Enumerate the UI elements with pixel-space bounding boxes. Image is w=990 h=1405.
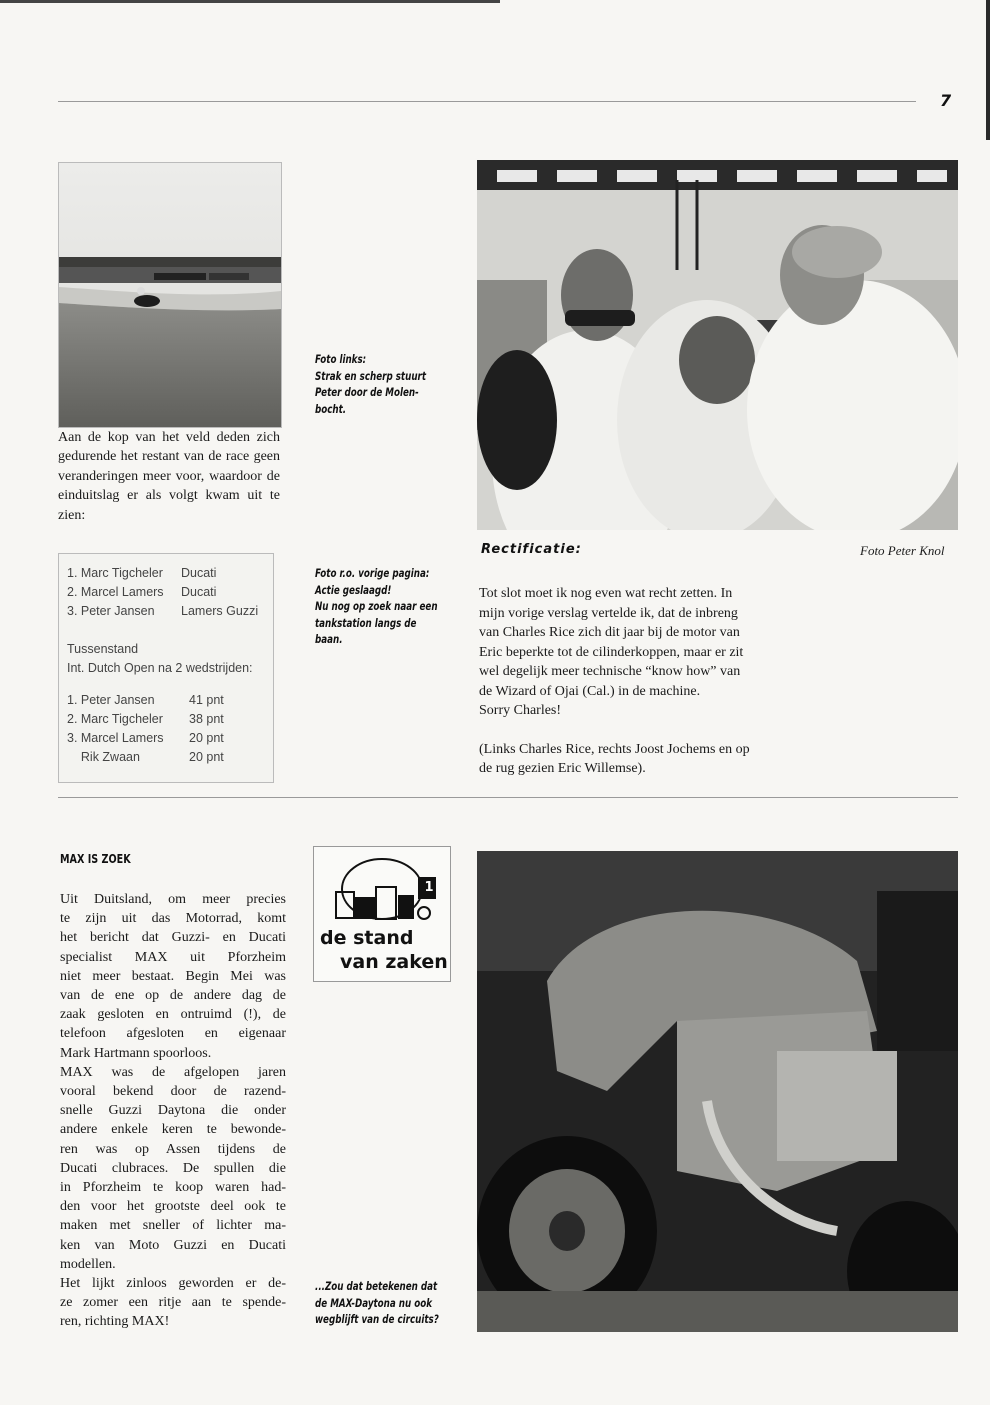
text-line: mijn vorige verslag vertelde ik, dat de inbreng bbox=[479, 605, 738, 621]
caption-line: Nu nog op zoek naar een bbox=[315, 600, 438, 613]
result-bike: Ducati bbox=[181, 566, 217, 580]
text-line: Eric beperkte tot de cilinderkoppen, maar er zit bbox=[479, 644, 744, 660]
results-intro: Aan de kop van het veld deden zich gedurende het restant van de race geen veranderingen meer voor, waardoor de einduitslag er als volgt kwam uit te zien: bbox=[58, 430, 280, 523]
text-line: zaak gesloten en ontruimd (!), de bbox=[60, 1007, 286, 1023]
tussenstand-label: Tussenstand bbox=[67, 642, 139, 656]
standing-rider: 1. Peter Jansen bbox=[67, 693, 155, 707]
result-rider: 3. Peter Jansen bbox=[67, 604, 155, 618]
text-line: de Wizard of Ojai (Cal.) in de machine. bbox=[479, 683, 701, 699]
tussenstand-sub: Int. Dutch Open na 2 wedstrijden: bbox=[67, 661, 253, 675]
text-line: in Pforzheim te koop waren had- bbox=[60, 1180, 286, 1196]
top-edge-mark bbox=[0, 0, 500, 3]
text-line: van de ene op de andere dag de bbox=[60, 988, 286, 1004]
header-rule bbox=[58, 101, 916, 102]
text-line: telefoon afgesloten en eigenaar bbox=[60, 1026, 286, 1042]
caption-line: Foto links: bbox=[315, 353, 367, 366]
text-line: specialist MAX uit Pforzheim bbox=[60, 949, 286, 965]
text-line: maken met sneller of lichter ma- bbox=[60, 1218, 286, 1234]
max-article bbox=[60, 890, 286, 1332]
standing-points: 38 pnt bbox=[189, 712, 224, 726]
standing-points: 20 pnt bbox=[189, 750, 224, 764]
max-daytona-caption bbox=[315, 1279, 449, 1329]
caption-line: baan. bbox=[315, 633, 343, 646]
text-line: modellen. bbox=[60, 1256, 116, 1272]
caption-line: de MAX-Daytona nu ook bbox=[315, 1296, 433, 1310]
logo-badge: 1 bbox=[424, 880, 434, 895]
text-line: wel degelijk meer technische “know how” van bbox=[479, 664, 741, 679]
section-divider bbox=[58, 797, 958, 798]
result-row bbox=[67, 602, 273, 621]
standing-points: 41 pnt bbox=[189, 693, 224, 707]
result-bike: Ducati bbox=[181, 585, 217, 599]
results-box bbox=[58, 553, 274, 783]
pit-photo bbox=[477, 160, 958, 530]
stand-van-zaken-logo bbox=[313, 846, 451, 982]
text-line: snelle Guzzi Daytona die onder bbox=[60, 1103, 286, 1119]
page-number: 7 bbox=[940, 91, 952, 110]
standing-points: 20 pnt bbox=[189, 731, 224, 745]
text-line: te zijn uit das Motorrad, komt bbox=[60, 911, 286, 927]
standing-rider: Rik Zwaan bbox=[67, 750, 140, 764]
caption-line: Strak en scherp stuurt bbox=[315, 369, 427, 383]
text-line: Mark Hartmann spoorloos. bbox=[60, 1045, 212, 1061]
text-line: Uit Duitsland, om meer precies bbox=[60, 892, 286, 907]
text-line: ze zomer een ritje aan te spende- bbox=[60, 1295, 286, 1311]
standing-rider: 3. Marcel Lamers bbox=[67, 731, 164, 745]
max-heading: MAX IS ZOEK bbox=[60, 852, 131, 866]
caption-line: bocht. bbox=[315, 402, 347, 416]
caption-line: Foto r.o. vorige pagina: bbox=[315, 567, 430, 580]
result-row bbox=[67, 564, 273, 583]
motorcycle-photo-image bbox=[477, 851, 958, 1332]
caption-line: ...Zou dat betekenen dat bbox=[315, 1280, 438, 1293]
text-line: Sorry Charles! bbox=[479, 703, 562, 718]
text-line: den voor het grootste deel ook te bbox=[60, 1199, 286, 1215]
text-line: ren was op Assen tijdens de bbox=[60, 1141, 286, 1157]
race-photo-image bbox=[59, 163, 281, 427]
caption-line: Peter door de Molen- bbox=[315, 386, 419, 399]
pit-photo-image bbox=[477, 160, 958, 530]
previous-page-caption bbox=[315, 566, 449, 649]
result-row bbox=[67, 583, 273, 602]
text-line: ren, richting MAX! bbox=[60, 1314, 170, 1330]
race-photo-caption bbox=[315, 352, 449, 418]
caption-line: wegblijft van de circuits? bbox=[315, 1313, 439, 1326]
caption-line: Actie geslaagd! bbox=[315, 583, 392, 597]
text-line: MAX was de afgelopen jaren bbox=[60, 1064, 286, 1080]
logo-line2: van zaken bbox=[340, 951, 448, 973]
rectificatie-heading: Rectificatie: bbox=[481, 542, 582, 557]
standing-row bbox=[67, 729, 273, 748]
standing-row bbox=[67, 710, 273, 729]
text-line: vooral bekend door de razend- bbox=[60, 1084, 286, 1100]
caption-line: tankstation langs de bbox=[315, 616, 417, 630]
text-line: niet meer bestaat. Begin Mei was bbox=[60, 968, 286, 984]
text-line: de rug gezien Eric Willemse). bbox=[479, 761, 646, 776]
text-line: Het lijkt zinloos geworden er de- bbox=[60, 1276, 286, 1292]
standing-rider: 2. Marc Tigcheler bbox=[67, 712, 163, 726]
standing-row bbox=[67, 691, 273, 710]
text-line: Tot slot moet ik nog even wat recht zetten. In bbox=[479, 586, 733, 601]
result-rider: 2. Marcel Lamers bbox=[67, 585, 164, 599]
result-bike: Lamers Guzzi bbox=[181, 604, 259, 618]
race-photo bbox=[58, 162, 282, 428]
text-line: andere enkele keren te bewonde- bbox=[60, 1122, 286, 1138]
photo-credit: Foto Peter Knol bbox=[860, 543, 945, 558]
text-line: (Links Charles Rice, rechts Joost Jochems en op bbox=[479, 741, 750, 757]
text-line: het bericht dat Guzzi- en Ducati bbox=[60, 930, 286, 946]
result-rider: 1. Marc Tigcheler bbox=[67, 566, 163, 580]
standing-row bbox=[67, 748, 273, 767]
rectificatie-text bbox=[479, 584, 809, 779]
text-line: Ducati clubraces. De spullen die bbox=[60, 1160, 286, 1176]
logo-line1: de stand bbox=[320, 927, 414, 949]
text-line: van Charles Rice zich dit jaar bij de motor van bbox=[479, 625, 740, 640]
motorcycle-photo bbox=[477, 851, 958, 1332]
text-line: ken van Moto Guzzi en Ducati bbox=[60, 1237, 286, 1253]
right-edge-mark bbox=[986, 0, 990, 140]
